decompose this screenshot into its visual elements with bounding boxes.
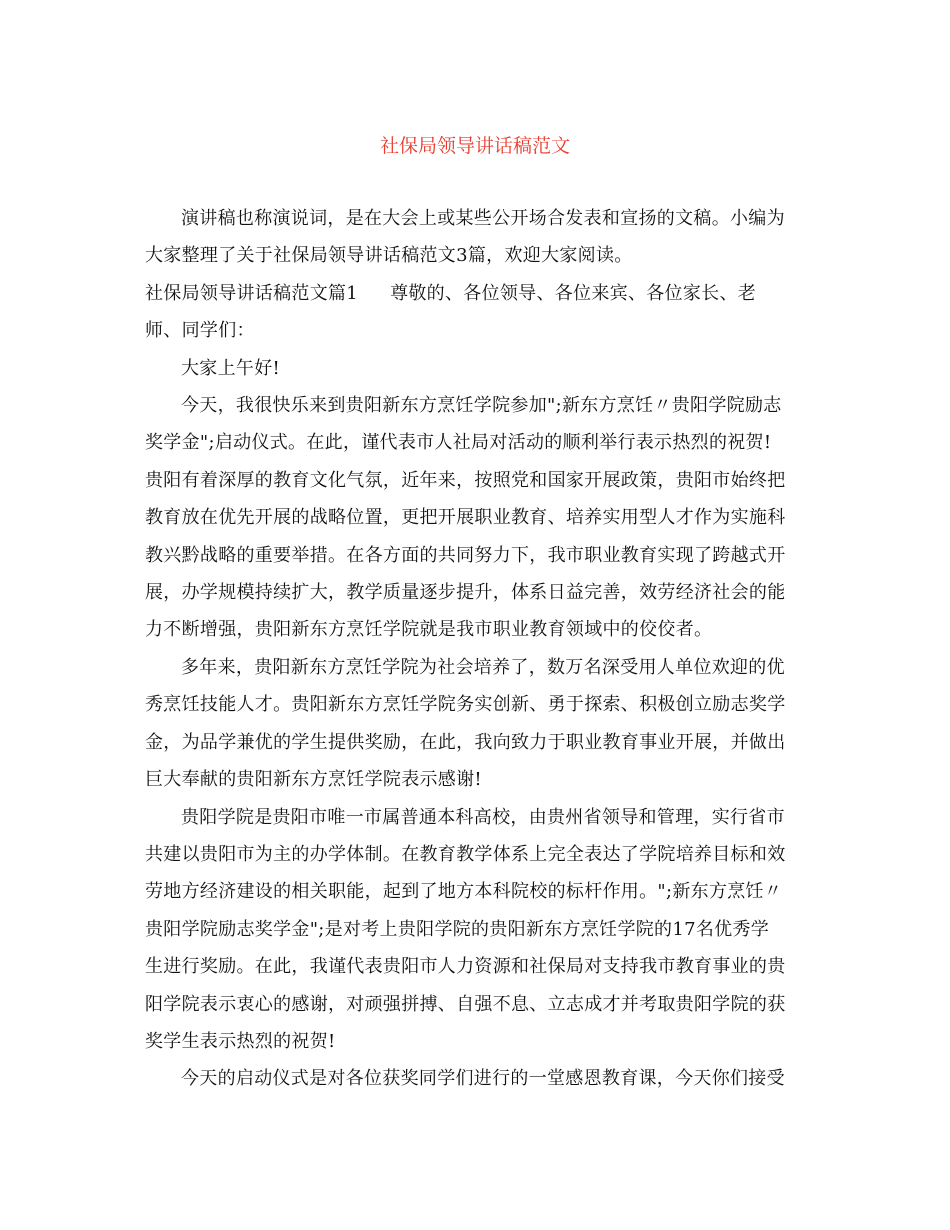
text-line: 贵阳学院励志奖学金";是对考上贵阳学院的贵阳新东方烹饪学院的17名优秀学: [145, 918, 770, 940]
paragraph-body: [145, 1060, 805, 1097]
text-line: 大家整理了关于社保局领导讲话稿范文3篇，欢迎大家阅读。: [145, 245, 633, 267]
text-line: 展，办学规模持续扩大，教学质量逐步提升，体系日益完善，效劳经济社会的能: [145, 582, 786, 604]
text-line: 贵阳有着深厚的教育文化气氛，近年来，按照党和国家开展政策，贵阳市始终把: [145, 469, 786, 491]
text-line: 贵阳学院是贵阳市唯一市属普通本科高校，由贵州省领导和管理，实行省市: [181, 806, 785, 828]
text-line: 生进行奖励。在此，我谨代表贵阳市人力资源和社保局对支持我市教育事业的贵: [145, 956, 786, 978]
paragraph-body: [145, 387, 805, 649]
text-line: 多年来，贵阳新东方烹饪学院为社会培养了，数万名深受用人单位欢迎的优: [181, 656, 785, 678]
text-line: 共建以贵阳市为主的办学体制。在教育教学体系上完全表达了学院培养目标和效: [145, 843, 786, 865]
text-line: 秀烹饪技能人才。贵阳新东方烹饪学院务实创新、勇于探索、积极创立励志奖学: [145, 694, 786, 716]
text-line: 巨大奉献的贵阳新东方烹饪学院表示感谢!: [145, 769, 482, 791]
paragraph-intro: [145, 200, 805, 275]
document-title: 社保局领导讲话稿范文: [379, 135, 570, 157]
text-line: 大家上午好!: [181, 357, 281, 379]
text-line: 金，为品学兼优的学生提供奖励，在此，我向致力于职业教育事业开展，并做出: [145, 731, 786, 753]
paragraph-body: [145, 799, 805, 1061]
text-line: [145, 275, 805, 312]
paragraph-body: [145, 649, 805, 799]
text-line: 教育放在优先开展的战略位置，更把开展职业教育、培养实用型人才作为实施科: [145, 507, 786, 529]
speech-heading: 社保局领导讲话稿范文篇1: [145, 282, 359, 304]
text-line: 师、同学们：: [145, 320, 255, 342]
paragraph-speech-heading: [145, 275, 805, 350]
text-line: 教兴黔战略的重要举措。在各方面的共同努力下，我市职业教育实现了跨越式开: [145, 544, 786, 566]
text-line: 今天，我很快乐来到贵阳新东方烹饪学院参加";新东方烹饪〃贵阳学院励志: [181, 395, 782, 417]
text-line: 奖学生表示热烈的祝贺!: [145, 1030, 336, 1052]
salutation: 尊敬的、各位领导、各位来宾、各位家长、老: [390, 282, 757, 304]
text-line: 劳地方经济建设的相关职能，起到了地方本科院校的标杆作用。";新东方烹饪〃: [145, 881, 783, 903]
text-line: 奖学金";启动仪式。在此，谨代表市人社局对活动的顺利举行表示热烈的祝贺!: [145, 432, 772, 454]
text-line: 阳学院表示衷心的感谢，对顽强拼搏、自强不息、立志成才并考取贵阳学院的获: [145, 993, 786, 1015]
text-line: 演讲稿也称演说词，是在大会上或某些公开场合发表和宣扬的文稿。小编为: [181, 208, 785, 229]
paragraph-greeting: [145, 350, 805, 387]
document-body: [145, 200, 805, 1098]
text-line: 今天的启动仪式是对各位获奖同学们进行的一堂感恩教育课，今天你们接受: [181, 1068, 785, 1090]
text-line: 力不断增强，贵阳新东方烹饪学院就是我市职业教育领域中的佼佼者。: [145, 619, 713, 641]
